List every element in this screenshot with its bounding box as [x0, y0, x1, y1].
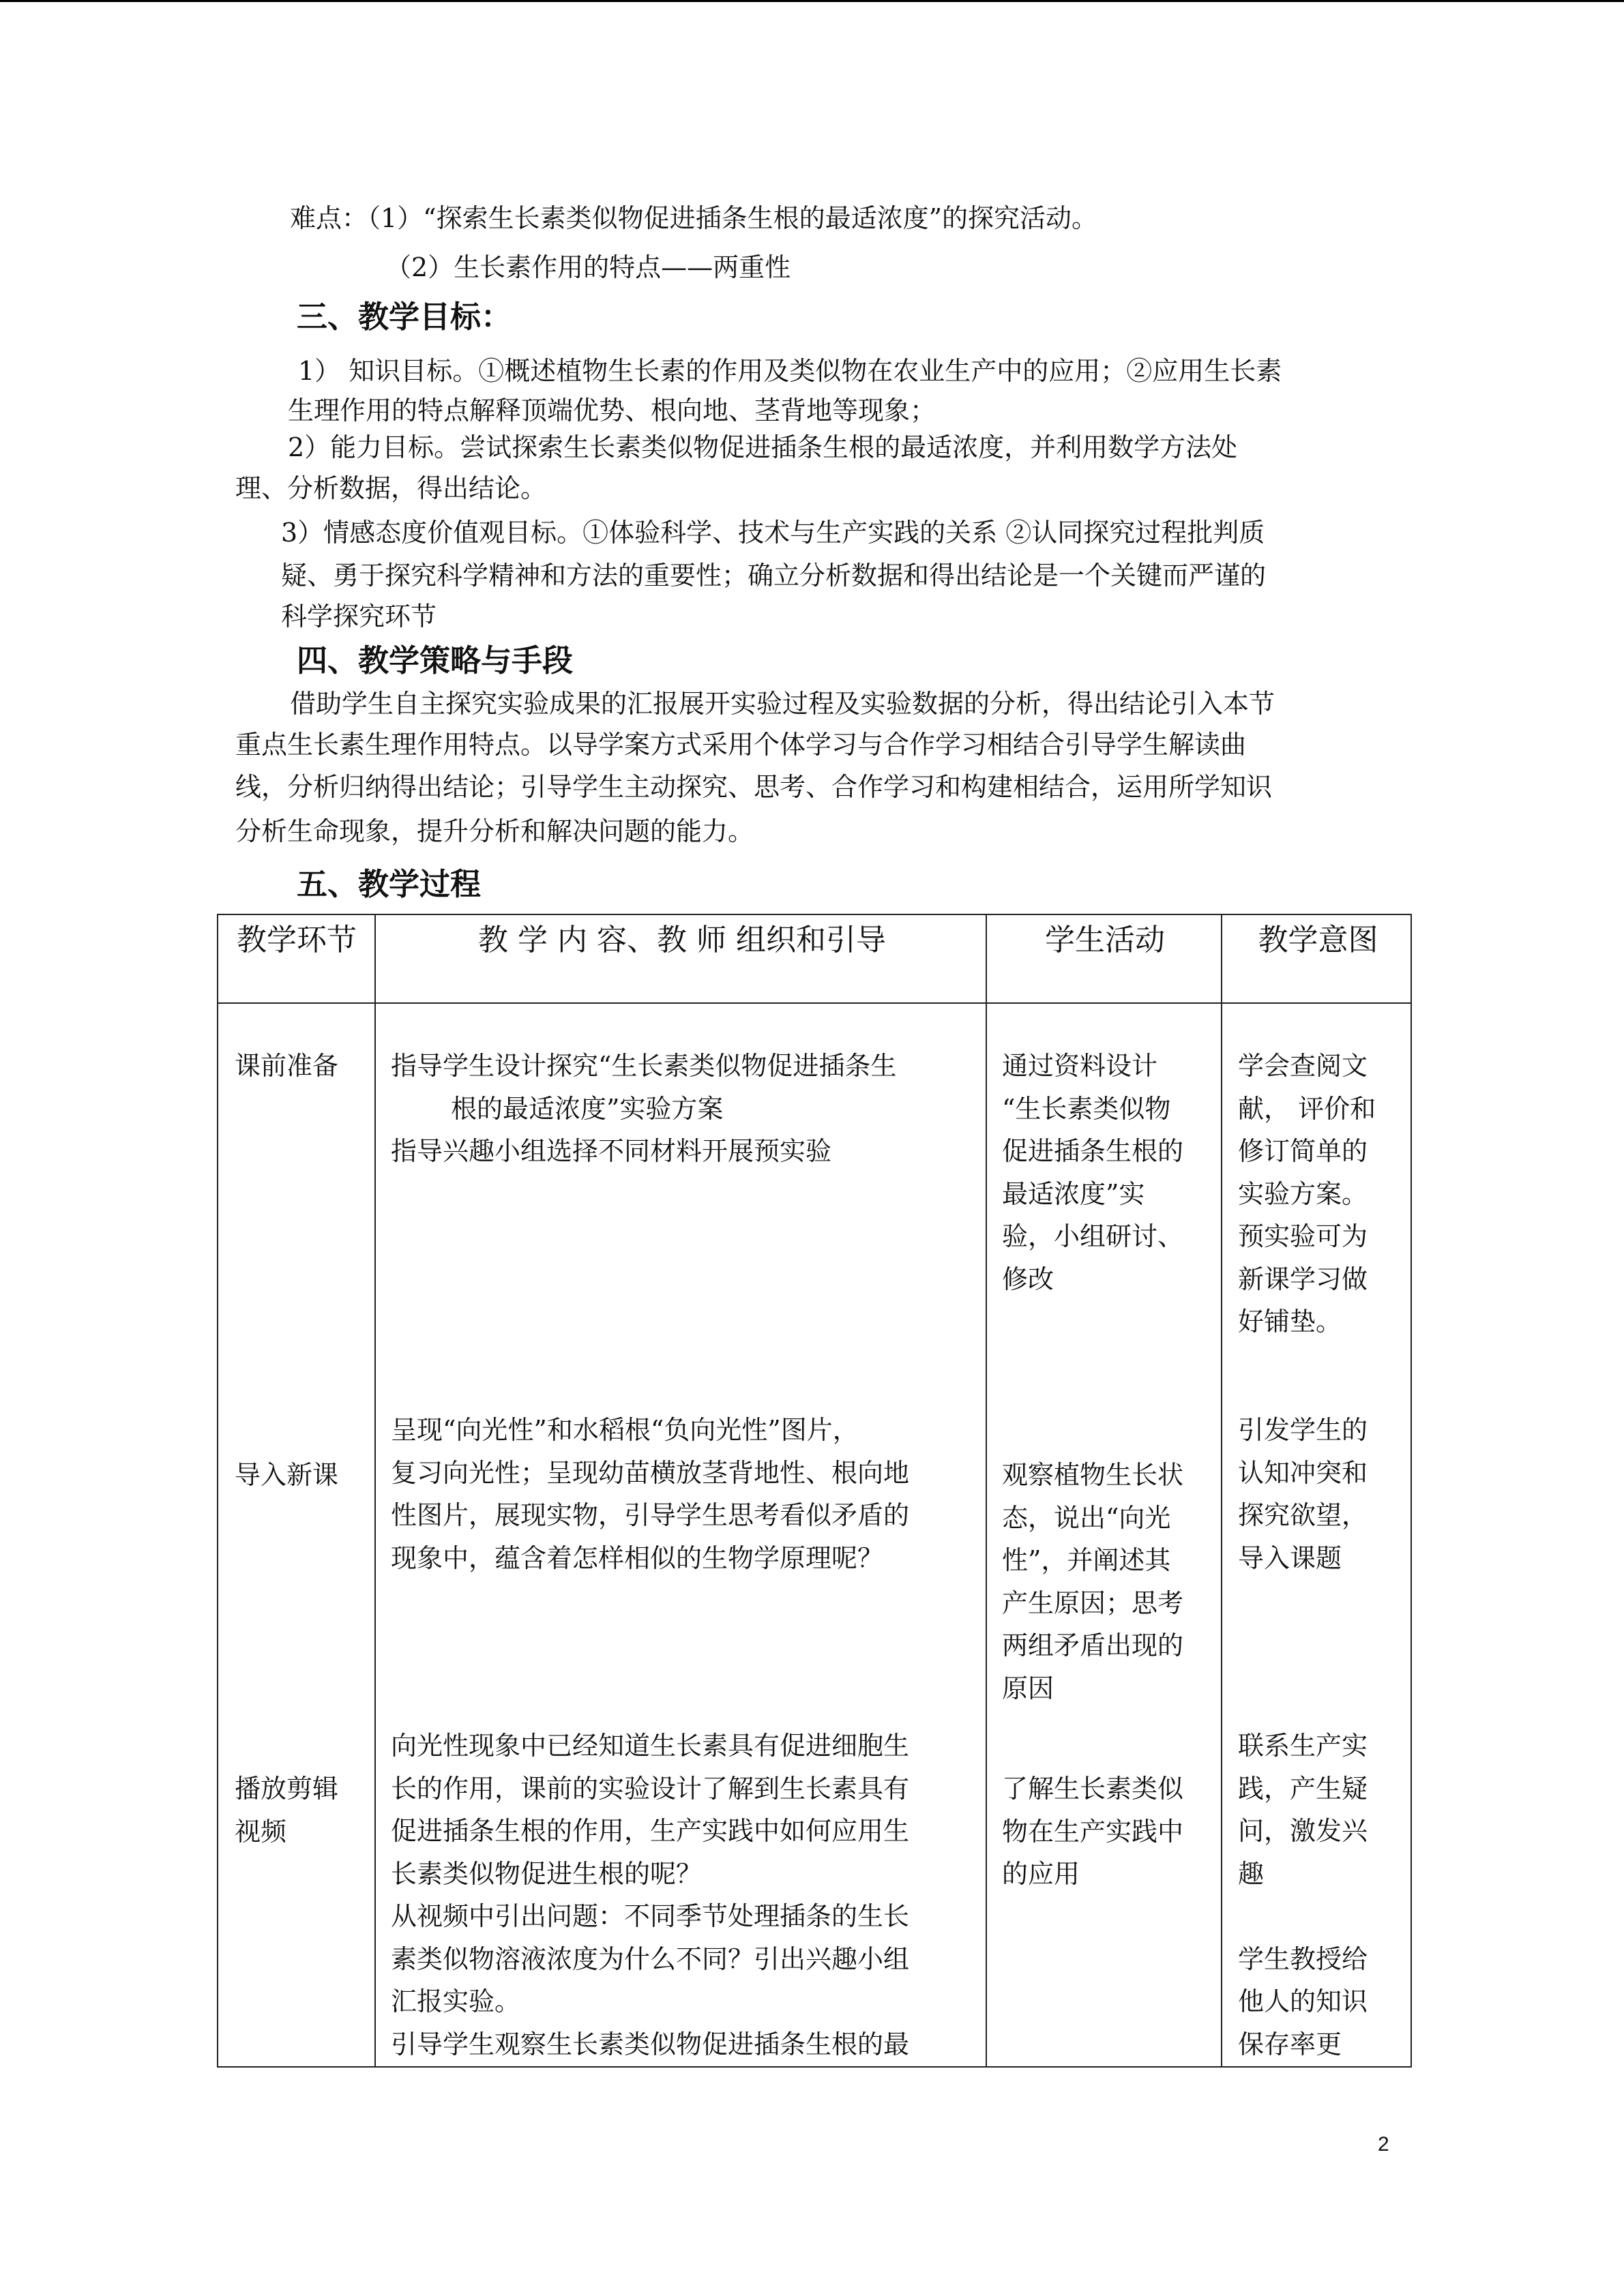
table-column-divider	[986, 915, 987, 2066]
student-activity-prep: 通过资料设计 “生长素类似物 促进插条生根的 最适浓度”实 验，小组研讨、 修改	[1002, 1051, 1184, 1294]
page-top-border	[0, 0, 1624, 2]
table-column-divider	[1221, 915, 1222, 2066]
teaching-process-table	[217, 914, 1412, 2068]
objectives-line: 理、分析数据，得出结论。	[235, 473, 547, 503]
intent-video: 联系生产实 践，产生疑 问，激发兴 趣 学生教授给 他人的知识 保存率更	[1238, 1731, 1368, 2059]
objectives-line: 2）能力目标。尝试探索生长素类似物促进插条生根的最适浓度，并利用数学方法处	[288, 432, 1238, 462]
student-activity-video: 了解生长素类似 物在生产实践中 的应用	[1002, 1774, 1184, 1889]
stage-label: 导入新课	[235, 1460, 339, 1490]
objectives-line: 1） 知识目标。①概述植物生长素的作用及类似物在农业生产中的应用；②应用生长素	[298, 356, 1282, 386]
intent-intro: 引发学生的 认知冲突和 探究欲望， 导入课题	[1238, 1415, 1368, 1573]
page-number: 2	[1378, 2133, 1389, 2156]
section-4-heading: 四、教学策略与手段	[297, 642, 574, 679]
difficulties-line-2: （2）生长素作用的特点——两重性	[385, 252, 791, 282]
strategy-line: 分析生命现象，提升分析和解决问题的能力。	[235, 816, 754, 846]
content-block-video: 向光性现象中已经知道生长素具有促进细胞生 长的作用，课前的实验设计了解到生长素具有 促进插条生根的作用，生产实践中如何应用生 长素类似物促进生根的呢？ 从视频中引出问题：不同季节处理插条的生长 素类似物溶液浓度为什么不同？引出兴趣小组 汇报实验。 引导学生观察生长素类似物促进插条生根的最	[391, 1731, 910, 2059]
student-activity-intro: 观察植物生长状 态，说出“向光 性”，并阐述其 产生原因；思考 两组矛盾出现的 原因	[1002, 1460, 1184, 1703]
objectives-line: 科学探究环节	[281, 601, 437, 631]
strategy-line: 借助学生自主探究实验成果的汇报展开实验过程及实验数据的分析，得出结论引入本节	[290, 689, 1275, 719]
table-header-divider	[218, 1002, 1411, 1004]
strategy-line: 线，分析归纳得出结论；引导学生主动探究、思考、合作学习和构建相结合，运用所学知识	[235, 772, 1273, 802]
strategy-line: 重点生长素生理作用特点。以导学案方式采用个体学习与合作学习相结合引导学生解读曲	[235, 730, 1247, 760]
intent-prep: 学会查阅文 献， 评价和 修订简单的 实验方案。 预实验可为 新课学习做 好铺垫。	[1238, 1051, 1376, 1337]
difficulties-line-1: 难点：（1）“探索生长素类似物促进插条生根的最适浓度”的探究活动。	[290, 203, 1098, 233]
table-column-divider	[374, 915, 376, 2066]
table-header-section: 教学环节	[237, 923, 357, 957]
table-header-student-activity: 学生活动	[1045, 923, 1165, 957]
stage-label: 课前准备	[235, 1051, 339, 1081]
objectives-line: 疑、勇于探究科学精神和方法的重要性；确立分析数据和得出结论是一个关键而严谨的	[281, 561, 1267, 591]
table-header-teaching-intent: 教学意图	[1258, 923, 1378, 957]
objectives-line: 生理作用的特点解释顶端优势、根向地、茎背地等现象；	[288, 396, 936, 426]
content-block-intro: 呈现“向光性”和水稻根“负向光性”图片， 复习向光性；呈现幼苗横放茎背地性、根向地 性图片，展现实物，引导学生思考看似矛盾的 现象中，蕴含着怎样相似的生物学原理呢？	[391, 1415, 910, 1573]
section-3-heading: 三、教学目标：	[297, 299, 512, 335]
objectives-line: 3）情感态度价值观目标。①体验科学、技术与生产实践的关系 ②认同探究过程批判质	[281, 518, 1265, 548]
stage-label: 播放剪辑 视频	[235, 1774, 339, 1847]
section-5-heading: 五、教学过程	[297, 866, 482, 902]
content-block-prep: 指导学生设计探究“生长素类似物促进插条生 根的最适浓度”实验方案 指导兴趣小组选择不同材料开展预实验	[391, 1051, 897, 1166]
table-header-content: 教 学 内 容、教 师 组织和引导	[478, 923, 886, 957]
